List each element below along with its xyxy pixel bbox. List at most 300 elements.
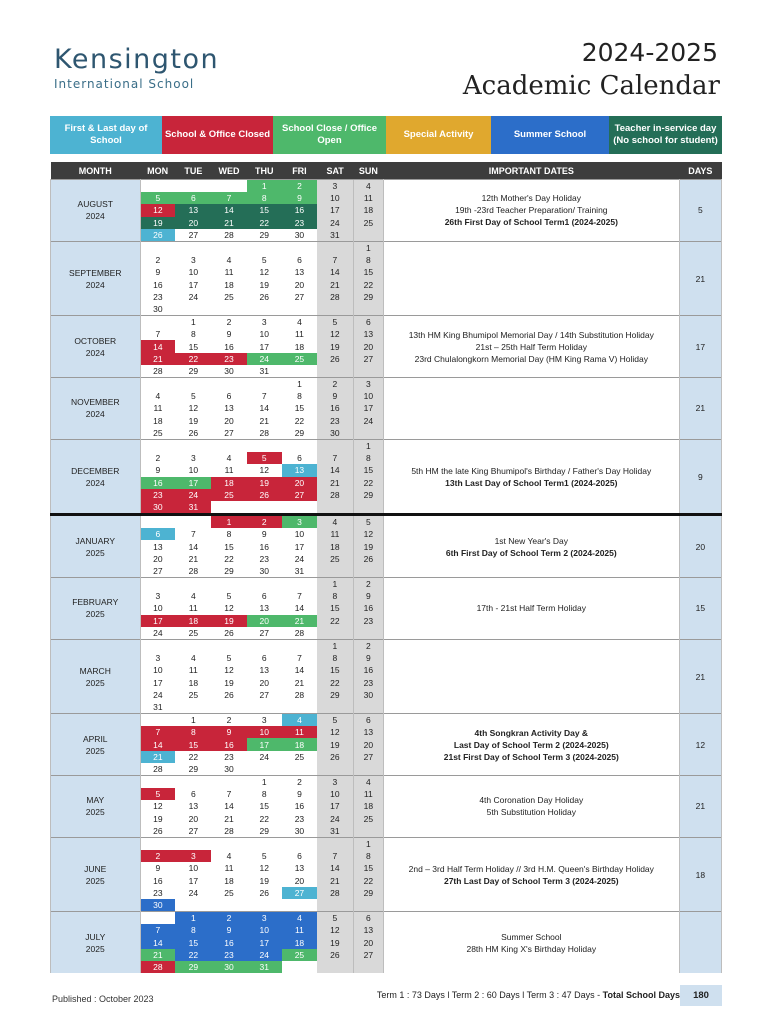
day-cell: 6: [353, 316, 383, 329]
day-cell: 7: [261, 391, 267, 402]
day-cell: 4: [226, 453, 232, 464]
day-cell: 2: [140, 850, 175, 862]
month-block-july: [51, 912, 722, 973]
empty-cell: [282, 439, 317, 452]
day-cell: 20: [175, 217, 211, 229]
day-cell: 13: [353, 328, 383, 340]
empty-cell: [353, 365, 383, 378]
day-cell: 1: [175, 316, 211, 329]
empty-cell: [317, 961, 353, 973]
legend-item-sp: Special Activity: [386, 116, 491, 154]
day-cell: 6: [175, 192, 211, 204]
day-cell: 16: [153, 279, 163, 290]
week-row: [51, 837, 722, 850]
empty-cell: [317, 501, 353, 515]
school-name: Kensington: [54, 44, 220, 75]
day-cell: 12: [259, 465, 269, 476]
day-cell: 28: [188, 565, 199, 576]
day-cell: 10: [188, 863, 199, 874]
day-cell: 13: [153, 541, 163, 552]
day-cell: 21: [224, 813, 234, 824]
day-cell: 27: [294, 291, 305, 302]
day-cell: 18: [353, 800, 383, 812]
day-cell: 19: [224, 677, 234, 688]
week-row: [51, 578, 722, 591]
important-date-note: 21st – 25th Half Term Holiday: [475, 341, 587, 352]
day-cell: 22: [175, 949, 211, 961]
empty-cell: [211, 701, 246, 714]
empty-cell: [282, 365, 317, 378]
empty-cell: [282, 899, 317, 912]
day-cell: 1: [282, 378, 317, 391]
month-block-march: [51, 639, 722, 713]
day-cell: 1: [247, 180, 282, 193]
empty-cell: [175, 515, 211, 529]
day-cell: 8: [261, 789, 267, 800]
day-cell: 3: [175, 850, 211, 862]
day-cell: 30: [353, 689, 383, 701]
day-cell: 25: [224, 291, 234, 302]
week-row: [51, 714, 722, 727]
header-important-dates: IMPORTANT DATES: [383, 162, 679, 180]
day-cell: 20: [153, 553, 163, 564]
header-sun: SUN: [353, 162, 383, 180]
day-cell: 13: [282, 464, 317, 476]
day-cell: 7: [211, 192, 246, 204]
important-date-note: 27th Last Day of School Term 3 (2024-2025): [443, 875, 619, 886]
empty-cell: [282, 763, 317, 776]
empty-cell: [140, 180, 175, 193]
month-label: [51, 639, 141, 713]
day-cell: 4: [282, 714, 317, 727]
important-dates-cell: [383, 578, 679, 640]
school-days-count: 17: [679, 316, 721, 378]
header-tue: TUE: [175, 162, 211, 180]
day-cell: 28: [153, 365, 163, 376]
week-row: [51, 316, 722, 329]
school-days-count: 21: [679, 378, 721, 440]
day-cell: 2: [155, 453, 161, 464]
empty-cell: [317, 365, 353, 378]
day-cell: 29: [353, 489, 383, 501]
legend-item-su: Summer School: [491, 116, 609, 154]
important-date-note: 17th - 21st Half Term Holiday: [476, 603, 587, 614]
legend-item-cl: School & Office Closed: [162, 116, 273, 154]
month-name: JUNE: [84, 863, 107, 874]
important-dates-cell: [383, 180, 679, 242]
day-cell: 18: [211, 477, 246, 489]
day-cell: 21: [317, 477, 353, 489]
empty-cell: [247, 763, 282, 776]
term-summary: [372, 990, 680, 1000]
day-cell: 3: [317, 776, 353, 789]
day-cell: 8: [297, 391, 302, 402]
important-date-note: 13th Last Day of School Term1 (2024-2025): [445, 477, 618, 488]
day-cell: 11: [317, 528, 353, 540]
day-cell: 27: [282, 887, 317, 899]
empty-cell: [353, 565, 383, 578]
day-cell: 4: [226, 255, 232, 266]
day-cell: 16: [211, 936, 246, 948]
day-cell: 23: [317, 415, 353, 427]
legend-item-op: School Close / Office Open: [273, 116, 386, 154]
day-cell: 22: [259, 813, 269, 824]
day-cell: 2: [353, 578, 383, 591]
total-school-days: 180: [680, 985, 722, 1006]
empty-cell: [211, 578, 246, 591]
day-cell: 6: [190, 789, 196, 800]
day-cell: 8: [317, 590, 353, 602]
day-cell: 8: [175, 726, 211, 738]
important-date-note: Summer School: [501, 931, 562, 942]
header-wed: WED: [211, 162, 246, 180]
empty-cell: [140, 912, 175, 925]
week-row: [51, 241, 722, 254]
day-cell: 6: [353, 912, 383, 925]
empty-cell: [282, 961, 317, 973]
day-cell: 27: [353, 949, 383, 961]
empty-cell: [317, 763, 353, 776]
day-cell: 20: [188, 813, 199, 824]
month-block-april: [51, 714, 722, 776]
day-cell: 22: [247, 217, 282, 229]
day-cell: 19: [317, 340, 353, 352]
school-logo: [54, 44, 219, 91]
day-cell: 10: [353, 390, 383, 402]
important-dates-cell: [383, 912, 679, 973]
day-cell: 29: [259, 825, 269, 836]
day-cell: 24: [317, 217, 353, 229]
day-cell: 18: [224, 279, 234, 290]
day-cell: 3: [155, 591, 161, 602]
day-cell: 11: [353, 788, 383, 800]
day-cell: 10: [153, 603, 163, 614]
day-cell: 27: [188, 229, 199, 240]
day-cell: 28: [153, 763, 163, 774]
day-cell: 14: [224, 801, 234, 812]
day-cell: 4: [226, 851, 232, 862]
day-cell: 17: [140, 615, 175, 627]
important-dates-cell: [383, 316, 679, 378]
title-year: 2024-2025: [581, 38, 718, 67]
day-cell: 30: [317, 427, 353, 440]
day-cell: 20: [259, 677, 269, 688]
empty-cell: [247, 378, 282, 391]
empty-cell: [247, 241, 282, 254]
day-cell: 14: [140, 738, 175, 750]
day-cell: 15: [224, 541, 234, 552]
empty-cell: [247, 501, 282, 515]
day-cell: 18: [282, 936, 317, 948]
day-cell: 14: [317, 464, 353, 476]
empty-cell: [353, 501, 383, 515]
empty-cell: [140, 837, 175, 850]
month-year: 2025: [85, 807, 105, 818]
day-cell: 15: [259, 801, 269, 812]
day-cell: 6: [140, 528, 175, 540]
day-cell: 21: [317, 875, 353, 887]
day-cell: 14: [294, 603, 305, 614]
header-sat: SAT: [317, 162, 353, 180]
day-cell: 27: [259, 627, 269, 638]
day-cell: 22: [175, 353, 211, 365]
day-cell: 24: [353, 415, 383, 427]
day-cell: 23: [224, 751, 234, 762]
day-cell: 26: [317, 949, 353, 961]
day-cell: 28: [317, 489, 353, 501]
day-cell: 8: [175, 924, 211, 936]
day-cell: 24: [247, 353, 282, 365]
month-label: [51, 439, 141, 514]
day-cell: 2: [155, 255, 161, 266]
day-cell: 8: [353, 254, 383, 266]
day-cell: 24: [153, 689, 163, 700]
day-cell: 19: [259, 875, 269, 886]
day-cell: 25: [224, 887, 234, 898]
day-cell: 3: [155, 653, 161, 664]
day-cell: 19: [211, 615, 246, 627]
day-cell: 5: [317, 912, 353, 925]
day-cell: 29: [259, 229, 269, 240]
day-cell: 14: [317, 266, 353, 278]
day-cell: 4: [190, 653, 196, 664]
day-cell: 7: [190, 529, 196, 540]
day-cell: 8: [317, 652, 353, 664]
day-cell: 16: [259, 541, 269, 552]
day-cell: 12: [317, 924, 353, 936]
day-cell: 25: [188, 689, 199, 700]
day-cell: 26: [224, 627, 234, 638]
empty-cell: [353, 763, 383, 776]
day-cell: 3: [247, 912, 282, 925]
calendar-table: [50, 162, 722, 973]
day-cell: 20: [224, 415, 234, 426]
day-cell: 6: [261, 653, 267, 664]
day-cell: 30: [140, 501, 175, 515]
important-date-note: 21st First Day of School Term 3 (2024-2025): [443, 751, 619, 762]
month-label: [51, 776, 141, 838]
month-year: 2024: [85, 409, 105, 420]
day-cell: 20: [294, 279, 305, 290]
day-cell: 6: [353, 714, 383, 727]
week-row: [51, 180, 722, 193]
day-cell: 9: [155, 267, 161, 278]
empty-cell: [282, 639, 317, 652]
day-cell: 29: [175, 961, 211, 973]
day-cell: 25: [153, 427, 163, 438]
month-block-may: [51, 776, 722, 838]
day-cell: 10: [317, 192, 353, 204]
day-cell: 20: [294, 875, 305, 886]
day-cell: 18: [282, 738, 317, 750]
day-cell: 11: [353, 192, 383, 204]
day-cell: 15: [188, 341, 199, 352]
empty-cell: [175, 303, 211, 316]
day-cell: 26: [153, 825, 163, 836]
day-cell: 16: [224, 341, 234, 352]
day-cell: 9: [353, 652, 383, 664]
day-cell: 12: [140, 204, 175, 216]
month-name: JULY: [85, 931, 106, 942]
day-cell: 19: [259, 279, 269, 290]
day-cell: 10: [153, 665, 163, 676]
day-cell: 3: [317, 180, 353, 193]
day-cell: 21: [294, 677, 305, 688]
day-cell: 27: [259, 689, 269, 700]
day-cell: 26: [188, 427, 199, 438]
important-dates-cell: [383, 714, 679, 776]
day-cell: 23: [153, 887, 163, 898]
month-block-october: [51, 316, 722, 378]
day-cell: 20: [353, 738, 383, 750]
day-cell: 14: [188, 541, 199, 552]
day-cell: 23: [140, 489, 175, 501]
day-cell: 12: [317, 328, 353, 340]
header-thu: THU: [247, 162, 282, 180]
important-dates-cell: [383, 439, 679, 514]
week-row: [51, 912, 722, 925]
day-cell: 11: [188, 665, 198, 676]
day-cell: 9: [155, 863, 161, 874]
month-year: 2025: [85, 609, 105, 620]
day-cell: 28: [317, 887, 353, 899]
day-cell: 5: [140, 788, 175, 800]
day-cell: 2: [353, 639, 383, 652]
day-cell: 2: [211, 714, 246, 727]
day-cell: 12: [317, 726, 353, 738]
day-cell: 2: [282, 180, 317, 193]
day-cell: 30: [153, 303, 163, 314]
day-cell: 1: [317, 578, 353, 591]
day-cell: 26: [259, 887, 269, 898]
day-cell: 30: [140, 899, 175, 912]
day-cell: 11: [224, 267, 234, 278]
day-cell: 5: [226, 653, 232, 664]
empty-cell: [140, 241, 175, 254]
day-cell: 10: [317, 788, 353, 800]
day-cell: 21: [211, 217, 246, 229]
day-cell: 10: [247, 924, 282, 936]
day-cell: 31: [153, 701, 163, 712]
day-cell: 22: [294, 415, 305, 426]
school-days-count: 20: [679, 515, 721, 578]
day-cell: 6: [297, 255, 302, 266]
empty-cell: [175, 899, 211, 912]
day-cell: 13: [294, 863, 305, 874]
day-cell: 7: [155, 329, 161, 340]
month-name: AUGUST: [77, 199, 113, 210]
day-cell: 16: [153, 875, 163, 886]
important-dates-cell: [383, 241, 679, 315]
day-cell: 23: [153, 291, 163, 302]
day-cell: 5: [261, 255, 267, 266]
day-cell: 25: [294, 751, 305, 762]
day-cell: 3: [247, 316, 282, 329]
day-cell: 15: [353, 862, 383, 874]
day-cell: 22: [353, 477, 383, 489]
empty-cell: [353, 701, 383, 714]
day-cell: 19: [188, 415, 199, 426]
day-cell: 24: [175, 489, 211, 501]
total-label: Total School Days: [602, 990, 680, 1000]
day-cell: 9: [297, 789, 302, 800]
month-year: 2024: [85, 279, 105, 290]
empty-cell: [175, 578, 211, 591]
day-cell: 28: [224, 229, 234, 240]
month-year: 2025: [85, 677, 105, 688]
day-cell: 17: [188, 875, 199, 886]
empty-cell: [317, 565, 353, 578]
empty-cell: [211, 776, 246, 789]
day-cell: 29: [294, 427, 305, 438]
empty-cell: [140, 578, 175, 591]
day-cell: 17: [353, 402, 383, 414]
month-name: DECEMBER: [71, 465, 120, 476]
empty-cell: [211, 241, 246, 254]
day-cell: 15: [247, 204, 282, 216]
day-cell: 11: [224, 465, 234, 476]
day-cell: 18: [317, 540, 353, 552]
day-cell: 9: [211, 924, 246, 936]
day-cell: 7: [226, 789, 232, 800]
day-cell: 29: [353, 887, 383, 899]
month-year: 2025: [85, 745, 105, 756]
day-cell: 18: [353, 204, 383, 216]
day-cell: 31: [247, 961, 282, 973]
day-cell: 27: [353, 353, 383, 365]
day-cell: 20: [353, 340, 383, 352]
day-cell: 15: [175, 936, 211, 948]
empty-cell: [317, 439, 353, 452]
day-cell: 5: [317, 316, 353, 329]
day-cell: 9: [226, 329, 232, 340]
day-cell: 11: [153, 403, 163, 414]
day-cell: 8: [226, 529, 232, 540]
day-cell: 19: [153, 813, 163, 824]
day-cell: 17: [175, 477, 211, 489]
day-cell: 22: [317, 677, 353, 689]
day-cell: 31: [175, 501, 211, 515]
important-date-note: 1st New Year's Day: [494, 535, 569, 546]
day-cell: 27: [153, 565, 163, 576]
day-cell: 24: [188, 887, 199, 898]
day-cell: 31: [259, 365, 269, 376]
day-cell: 7: [297, 591, 302, 602]
day-cell: 24: [294, 553, 305, 564]
month-year: 2025: [85, 547, 105, 558]
day-cell: 9: [353, 590, 383, 602]
day-cell: 10: [188, 267, 199, 278]
empty-cell: [175, 180, 211, 193]
day-cell: 17: [259, 341, 269, 352]
empty-cell: [175, 776, 211, 789]
day-cell: 15: [353, 266, 383, 278]
important-date-note: Last Day of School Term 2 (2024-2025): [453, 739, 609, 750]
day-cell: 5: [190, 391, 196, 402]
month-label: [51, 515, 141, 578]
day-cell: 16: [317, 402, 353, 414]
day-cell: 26: [353, 553, 383, 565]
month-label: [51, 578, 141, 640]
empty-cell: [140, 776, 175, 789]
important-date-note: 19th -23rd Teacher Preparation/ Training: [455, 205, 608, 216]
empty-cell: [211, 501, 246, 515]
day-cell: 21: [140, 353, 175, 365]
day-cell: 12: [153, 801, 163, 812]
empty-cell: [317, 899, 353, 912]
day-cell: 25: [353, 813, 383, 825]
month-year: 2024: [85, 477, 105, 488]
